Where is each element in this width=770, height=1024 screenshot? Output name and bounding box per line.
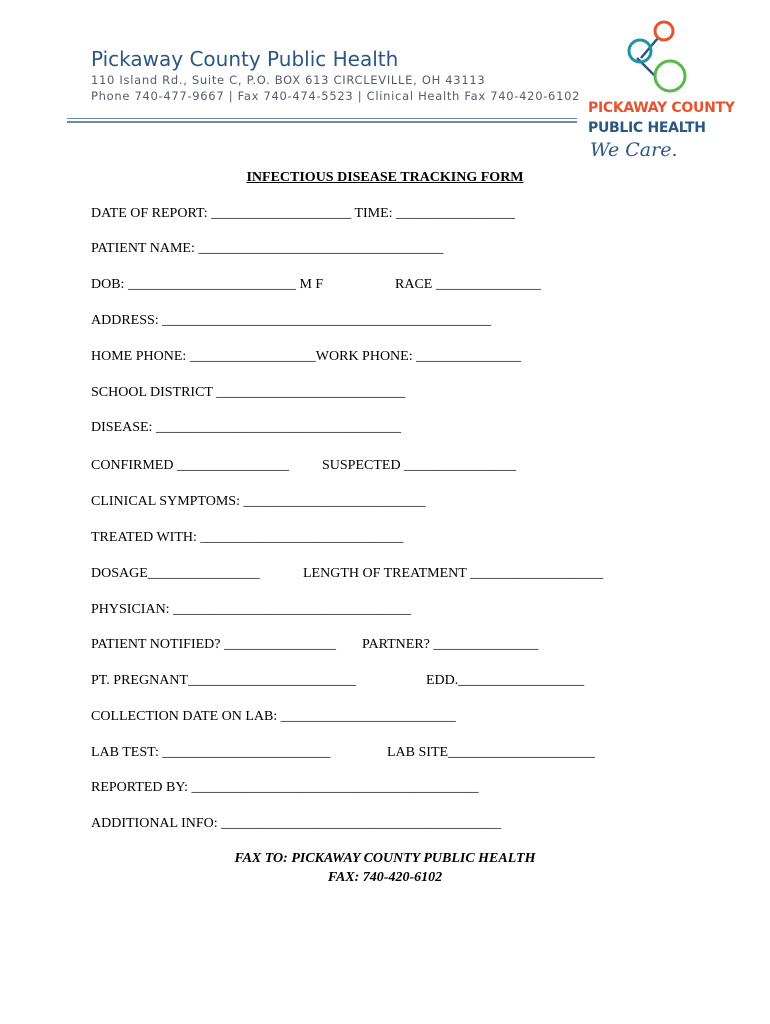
header-divider bbox=[67, 118, 577, 119]
header-divider-thick bbox=[67, 121, 577, 123]
confirmed-field[interactable]: CONFIRMED ________________ bbox=[91, 458, 289, 473]
date-of-report-row[interactable]: DATE OF REPORT: ____________________ TIME: _________________ bbox=[91, 206, 516, 221]
edd-field[interactable]: EDD.__________________ bbox=[426, 673, 585, 688]
disease-row[interactable]: DISEASE: ___________________________________ bbox=[91, 420, 401, 435]
address-row[interactable]: ADDRESS: _______________________________________________ bbox=[91, 313, 492, 328]
lab-site-field[interactable]: LAB SITE_____________________ bbox=[387, 745, 596, 760]
fax-number-line: FAX: 740-420-6102 bbox=[327, 870, 443, 885]
suspected-field[interactable]: SUSPECTED ________________ bbox=[322, 458, 517, 473]
fax-to-line: FAX TO: PICKAWAY COUNTY PUBLIC HEALTH bbox=[234, 851, 536, 866]
race-field[interactable]: RACE _______________ bbox=[395, 277, 541, 292]
logo-name-line1: PICKAWAY COUNTY bbox=[588, 100, 735, 116]
dosage-field[interactable]: DOSAGE________________ bbox=[91, 566, 260, 581]
length-of-treatment-field[interactable]: LENGTH OF TREATMENT ___________________ bbox=[303, 566, 604, 581]
pickaway-logo bbox=[586, 18, 756, 168]
physician-row[interactable]: PHYSICIAN: __________________________________ bbox=[91, 602, 412, 617]
logo-tagline: We Care. bbox=[590, 139, 678, 161]
patient-notified-field[interactable]: PATIENT NOTIFIED? ________________ bbox=[91, 637, 336, 652]
additional-info-row[interactable]: ADDITIONAL INFO: ________________________________________ bbox=[91, 816, 502, 831]
partner-field[interactable]: PARTNER? _______________ bbox=[362, 637, 539, 652]
org-phones: Phone 740-477-9667 | Fax 740-474-5523 | Clinical Health Fax 740-420-6102 bbox=[91, 89, 581, 103]
org-name: Pickaway County Public Health bbox=[91, 47, 399, 71]
phone-row[interactable]: HOME PHONE: __________________WORK PHONE: _______________ bbox=[91, 349, 522, 364]
linked-circles-icon bbox=[586, 18, 696, 100]
school-district-row[interactable]: SCHOOL DISTRICT ___________________________ bbox=[91, 385, 406, 400]
org-address: 110 Island Rd., Suite C, P.O. BOX 613 CIRCLEVILLE, OH 43113 bbox=[91, 73, 486, 87]
logo-name-line2: PUBLIC HEALTH bbox=[588, 120, 706, 136]
patient-name-row[interactable]: PATIENT NAME: ___________________________________ bbox=[91, 241, 444, 256]
pt-pregnant-field[interactable]: PT. PREGNANT________________________ bbox=[91, 673, 356, 688]
reported-by-row[interactable]: REPORTED BY: _________________________________________ bbox=[91, 780, 479, 795]
dob-row[interactable]: DOB: ________________________ M F bbox=[91, 277, 324, 292]
lab-test-field[interactable]: LAB TEST: ________________________ bbox=[91, 745, 331, 760]
collection-date-row[interactable]: COLLECTION DATE ON LAB: _________________________ bbox=[91, 709, 456, 724]
form-title: INFECTIOUS DISEASE TRACKING FORM bbox=[246, 170, 524, 185]
treated-with-row[interactable]: TREATED WITH: _____________________________ bbox=[91, 530, 404, 545]
clinical-symptoms-row[interactable]: CLINICAL SYMPTOMS: __________________________ bbox=[91, 494, 426, 509]
